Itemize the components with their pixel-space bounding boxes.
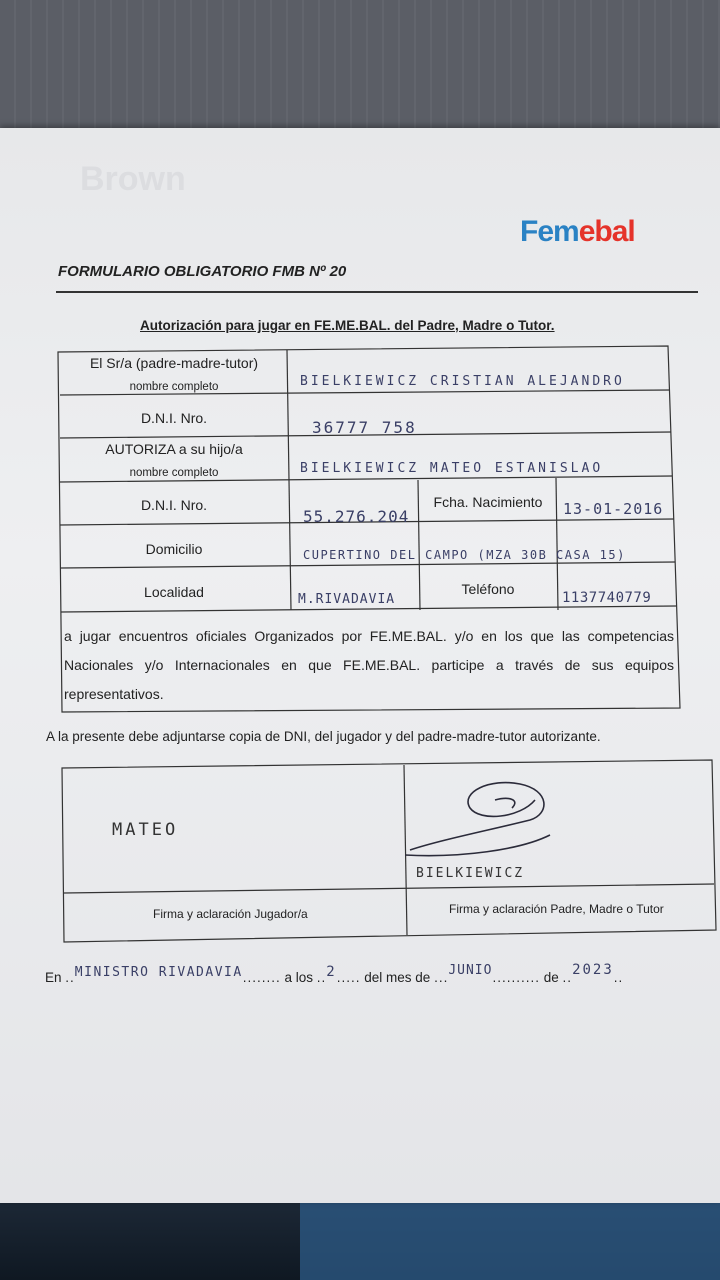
logo-text-part1: Fem bbox=[520, 215, 579, 248]
year-value: 2023 bbox=[572, 962, 614, 978]
parent-signature-name: BIELKIEWICZ bbox=[416, 866, 525, 881]
attachment-note: A la presente debe adjuntarse copia de DNI, del jugador y del padre-madre-tutor autorizante. bbox=[46, 729, 601, 744]
child-name-caption: nombre completo bbox=[129, 467, 219, 479]
birth-date-value: 13-01-2016 bbox=[563, 500, 664, 518]
logo-text-part2: ebal bbox=[578, 215, 635, 248]
player-signature-caption: Firma y aclaración Jugador/a bbox=[153, 907, 308, 921]
de-label: de bbox=[543, 970, 559, 985]
address-label: Domicilio bbox=[145, 541, 203, 557]
child-dni-value: 55.276.204 bbox=[303, 507, 410, 526]
parent-name-value: BIELKIEWICZ CRISTIAN ALEJANDRO bbox=[300, 374, 625, 389]
address-value: CUPERTINO DEL CAMPO (MZA 30B CASA 15) bbox=[303, 548, 626, 562]
month-label: del mes de bbox=[364, 970, 431, 985]
form-title: FORMULARIO OBLIGATORIO FMB Nº 20 bbox=[58, 263, 347, 280]
child-dni-label: D.N.I. Nro. bbox=[140, 497, 208, 513]
parent-label: El Sr/a (padre-madre-tutor) bbox=[89, 355, 259, 371]
month-value: JUNIO bbox=[448, 963, 493, 978]
authorizes-label: AUTORIZA a su hijo/a bbox=[105, 441, 243, 457]
birth-label: Fcha. Nacimiento bbox=[433, 494, 543, 510]
watermark: Brown bbox=[80, 160, 186, 198]
parent-dni-label: D.N.I. Nro. bbox=[140, 410, 208, 426]
en-label: En bbox=[45, 970, 62, 985]
child-name-value: BIELKIEWICZ MATEO ESTANISLAO bbox=[300, 461, 604, 476]
place-value: MINISTRO RIVADAVIA bbox=[74, 965, 243, 980]
phone-value: 1137740779 bbox=[562, 590, 652, 606]
city-value: M.RIVADAVIA bbox=[298, 592, 396, 607]
parent-signature-scribble bbox=[400, 770, 570, 870]
authorization-paragraph: a jugar encuentros oficiales Organizados por FE.ME.BAL. y/o en los que las competencias Nacionales y/o Internacionales en que FE.ME.BAL. participe a través de sus equipos representativos. bbox=[64, 628, 674, 702]
parent-signature-caption: Firma y aclaración Padre, Madre o Tutor bbox=[449, 902, 664, 916]
player-signature: MATEO bbox=[112, 820, 179, 840]
city-label: Localidad bbox=[144, 584, 204, 600]
parent-dni-value: 36777 758 bbox=[312, 418, 417, 437]
a-los-label: a los bbox=[284, 970, 313, 985]
form-subtitle: Autorización para jugar en FE.ME.BAL. del Padre, Madre o Tutor. bbox=[140, 318, 555, 333]
place-date-line: En ..MINISTRO RIVADAVIA........ a los ..2..... del mes de ...JUNIO.......... de ..2023.. bbox=[45, 962, 624, 985]
day-value: 2 bbox=[326, 964, 337, 980]
phone-label: Teléfono bbox=[461, 581, 515, 597]
parent-name-caption: nombre completo bbox=[129, 381, 219, 393]
